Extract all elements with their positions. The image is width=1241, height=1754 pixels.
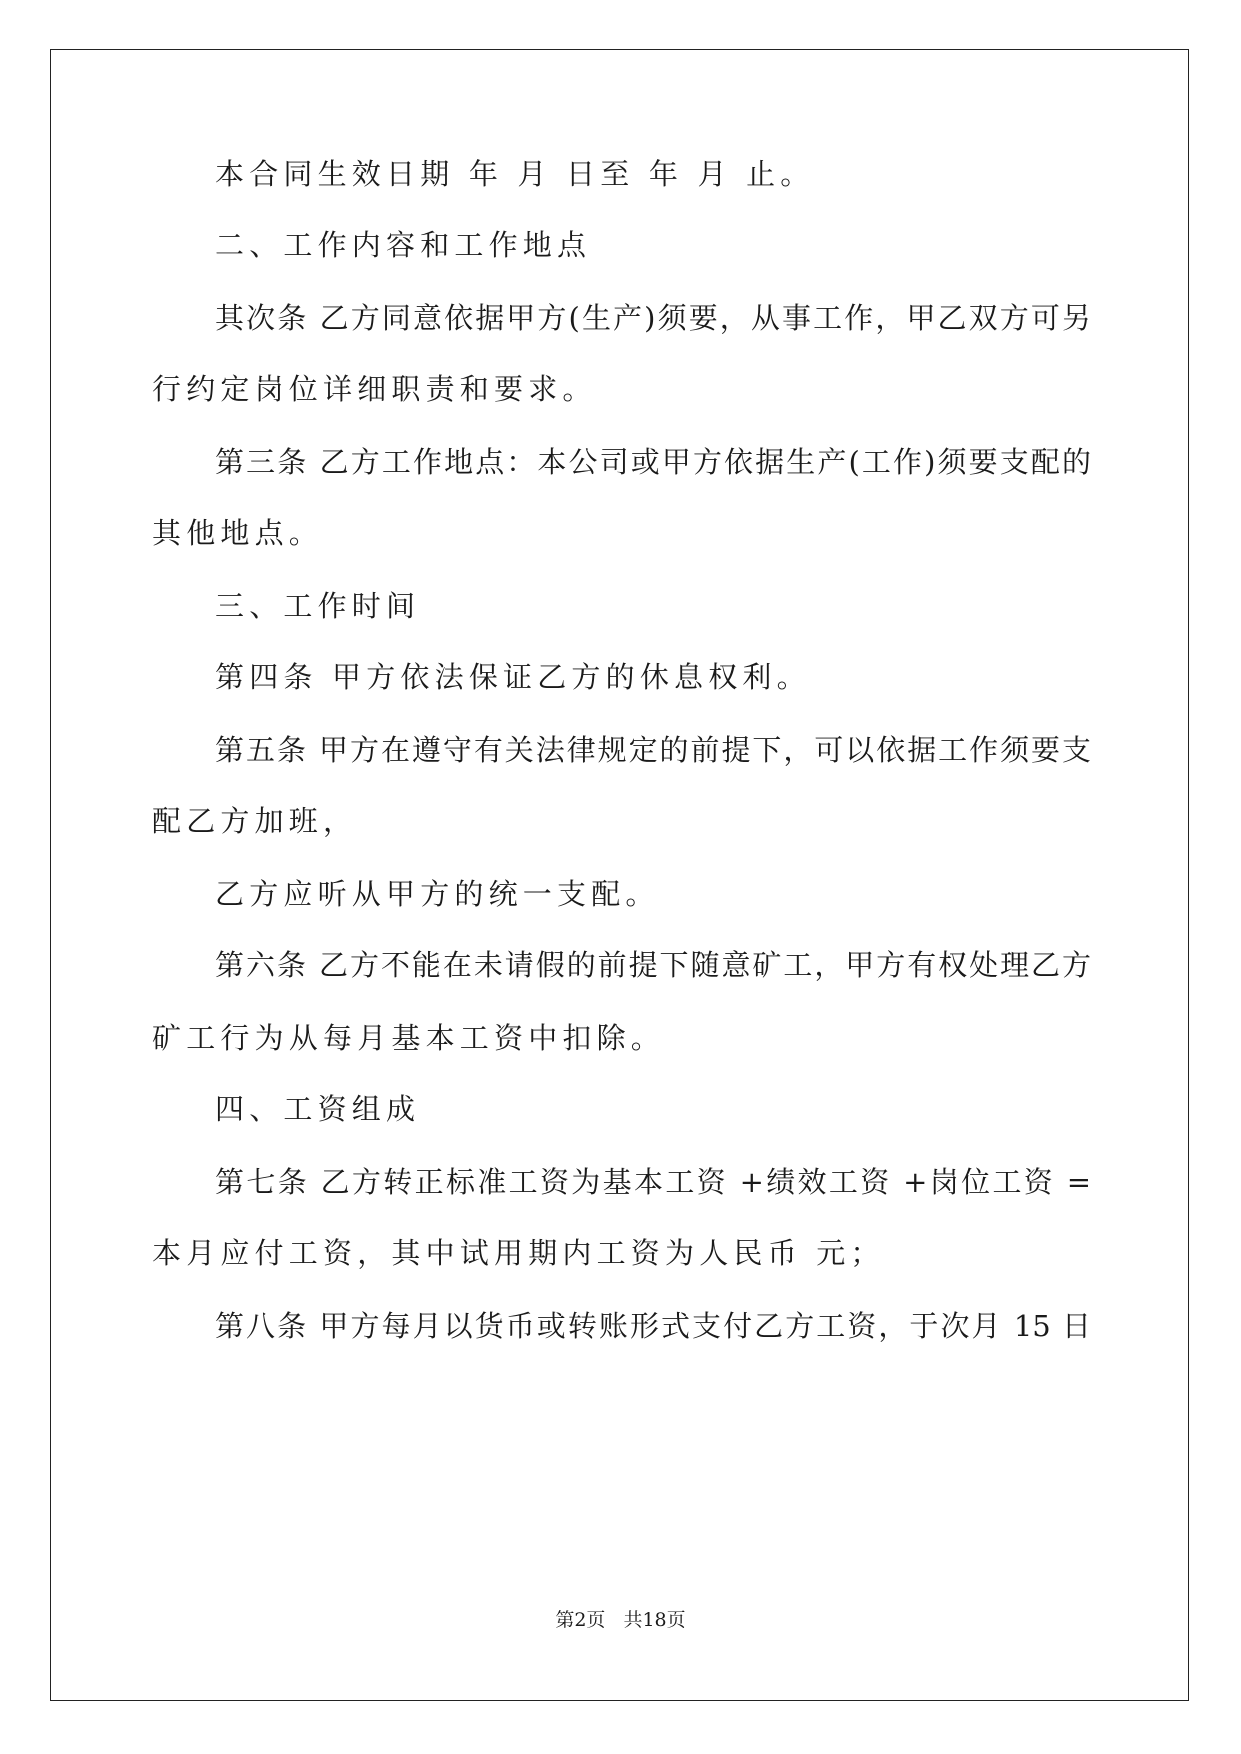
paragraph-line: 第五条 甲方在遵守有关法律规定的前提下，可以依据工作须要支 [215, 733, 1091, 767]
paragraph-line: 其他地点。 [152, 516, 324, 550]
paragraph-line: 本月应付工资，其中试用期内工资为人民币 元； [152, 1236, 885, 1270]
paragraph-line: 矿工行为从每月基本工资中扣除。 [152, 1021, 666, 1055]
paragraph-line: 配乙方加班， [152, 804, 358, 838]
paragraph-line: 本合同生效日期 年 月 日至 年 月 止。 [215, 157, 815, 191]
paragraph-line: 第三条 乙方工作地点：本公司或甲方依据生产(工作)须要支配的 [215, 445, 1091, 479]
paragraph-line: 第八条 甲方每月以货币或转账形式支付乙方工资，于次月 15 日 [215, 1309, 1091, 1343]
page-number: 第2页 [555, 1609, 606, 1631]
paragraph-line: 第四条 甲方依法保证乙方的休息权利。 [215, 660, 811, 694]
page-total: 共18页 [623, 1609, 686, 1631]
paragraph-line: 其次条 乙方同意依据甲方(生产)须要，从事工作，甲乙双方可另 [215, 301, 1091, 335]
section-heading: 三、工作时间 [215, 589, 421, 623]
paragraph-line: 第七条 乙方转正标准工资为基本工资 +绩效工资 +岗位工资 = [215, 1165, 1091, 1199]
paragraph-line: 行约定岗位详细职责和要求。 [152, 372, 597, 406]
section-heading: 二、工作内容和工作地点 [215, 228, 592, 262]
page-footer [0, 1605, 1241, 1632]
paragraph-line: 乙方应听从甲方的统一支配。 [215, 877, 660, 911]
section-heading: 四、工资组成 [215, 1092, 421, 1126]
paragraph-line: 第六条 乙方不能在未请假的前提下随意矿工，甲方有权处理乙方 [215, 948, 1091, 982]
